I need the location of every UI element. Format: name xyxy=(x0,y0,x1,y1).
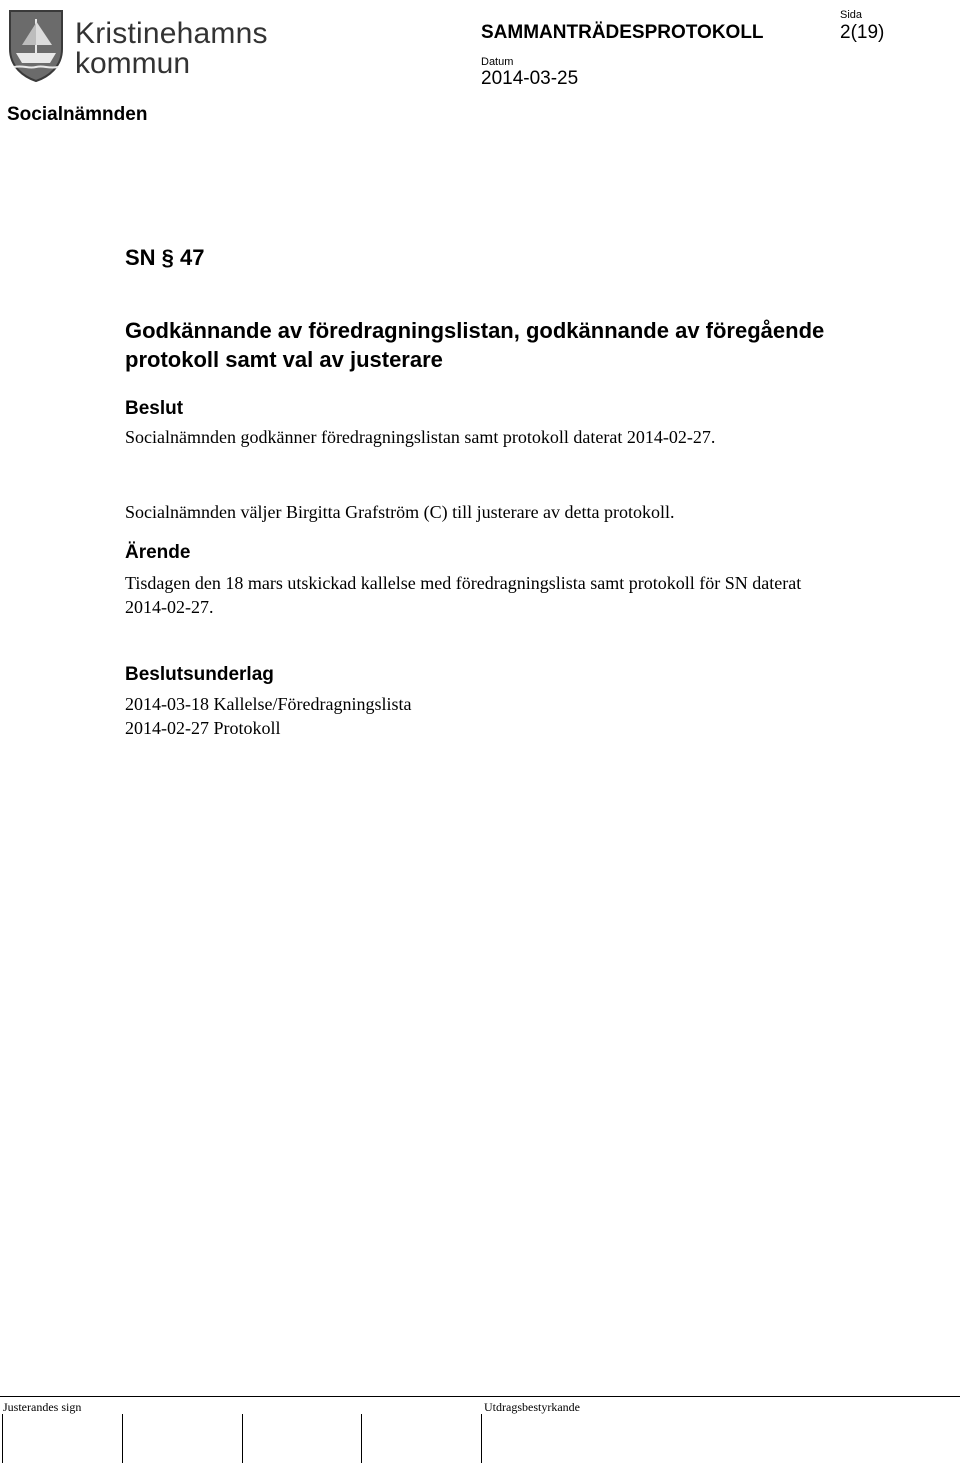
page-title: Godkännande av föredragningslistan, godkännande av föregående protokoll samt val av justerare xyxy=(125,318,825,372)
date-value: 2014-03-25 xyxy=(481,68,579,89)
arende-paragraph: Tisdagen den 18 mars utskickad kallelse med föredragningslista samt protokoll för SN daterat 2014-02-27. xyxy=(125,573,802,617)
document-type: SAMMANTRÄDESPROTOKOLL xyxy=(481,22,764,43)
list-item: 2014-03-18 Kallelse/Föredragningslista xyxy=(125,694,412,714)
page-number: 2(19) xyxy=(840,22,885,43)
beslut-paragraph-2: Socialnämnden väljer Birgitta Grafström (C) till justerare av detta protokoll. xyxy=(125,502,675,522)
beslutsunderlag-list xyxy=(125,692,411,740)
beslut-paragraph-1: Socialnämnden godkänner föredragningslistan samt protokoll daterat 2014-02-27. xyxy=(125,427,716,447)
extract-certification-label: Utdragsbestyrkande xyxy=(484,1400,580,1414)
heading-beslutsunderlag: Beslutsunderlag xyxy=(125,664,274,685)
signature-box-divider xyxy=(2,1414,3,1463)
signature-box-divider xyxy=(122,1414,123,1463)
signature-box-divider xyxy=(242,1414,243,1463)
municipality-logo xyxy=(0,5,268,83)
ship-coat-of-arms-icon xyxy=(6,9,66,83)
section-number: SN § 47 xyxy=(125,245,205,270)
committee-name: Socialnämnden xyxy=(7,104,148,125)
signature-label: Justerandes sign xyxy=(3,1400,82,1414)
heading-arende: Ärende xyxy=(125,542,191,563)
date-label: Datum xyxy=(481,56,514,68)
logo-text-line1: Kristinehamns xyxy=(75,17,268,50)
logo-text-line2: kommun xyxy=(75,47,191,80)
footer-divider xyxy=(0,1396,960,1397)
signature-box-divider xyxy=(481,1414,482,1463)
signature-box-divider xyxy=(361,1414,362,1463)
page-label: Sida xyxy=(840,9,863,21)
list-item: 2014-02-27 Protokoll xyxy=(125,718,281,738)
heading-beslut: Beslut xyxy=(125,398,184,419)
